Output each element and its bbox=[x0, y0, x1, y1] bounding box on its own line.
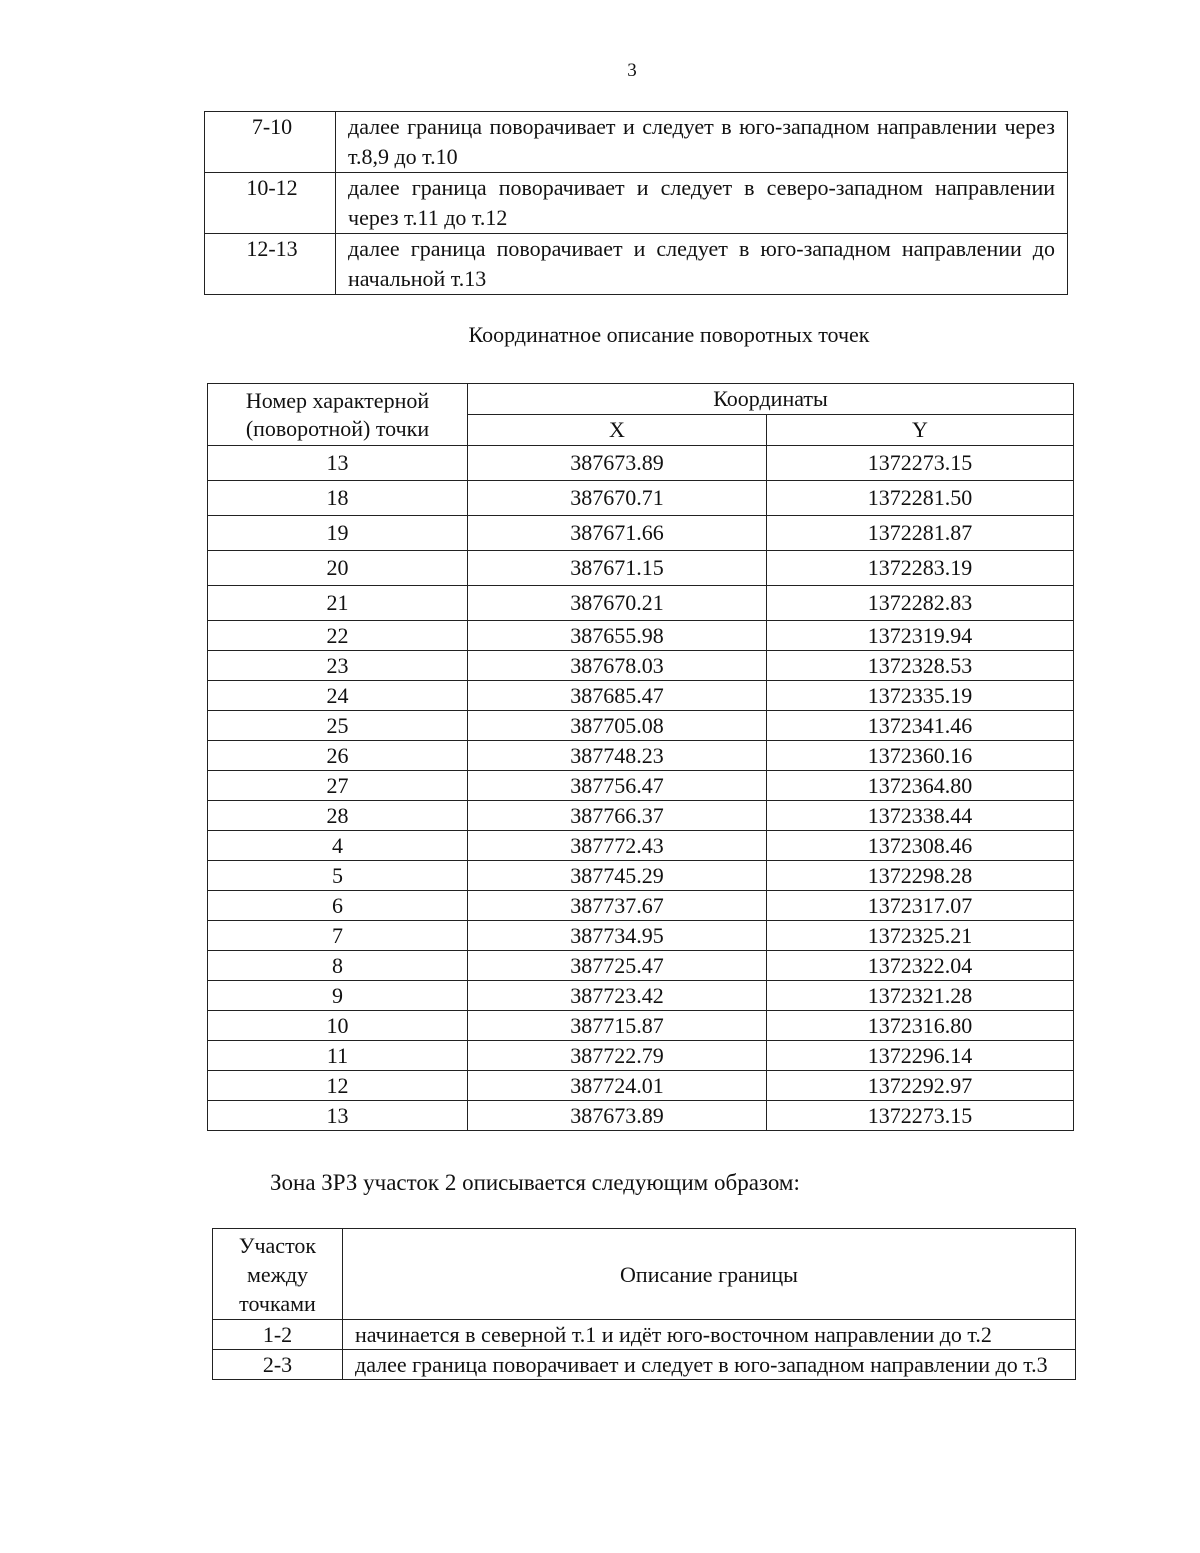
table-row bbox=[208, 801, 1074, 831]
x-coordinate-cell: 387673.89 bbox=[468, 446, 767, 481]
table-row bbox=[205, 112, 1068, 173]
y-coordinate-cell: 1372338.44 bbox=[767, 801, 1074, 831]
point-number-cell: 22 bbox=[208, 621, 468, 651]
description-cell: начинается в северной т.1 и идёт юго-восточном направлении до т.2 bbox=[343, 1320, 1076, 1350]
table-row bbox=[208, 681, 1074, 711]
table-row bbox=[205, 173, 1068, 234]
point-number-header bbox=[208, 384, 468, 446]
table-row bbox=[208, 551, 1074, 586]
table-row bbox=[208, 481, 1074, 516]
table-row bbox=[208, 1071, 1074, 1101]
segment-cell: 1-2 bbox=[213, 1320, 343, 1350]
segment-cell: 7-10 bbox=[205, 112, 336, 173]
x-coordinate-cell: 387705.08 bbox=[468, 711, 767, 741]
segment-cell: 10-12 bbox=[205, 173, 336, 234]
x-coordinate-cell: 387745.29 bbox=[468, 861, 767, 891]
point-number-cell: 6 bbox=[208, 891, 468, 921]
y-coordinate-cell: 1372298.28 bbox=[767, 861, 1074, 891]
y-header: Y bbox=[767, 415, 1074, 446]
y-coordinate-cell: 1372282.83 bbox=[767, 586, 1074, 621]
table-row bbox=[208, 831, 1074, 861]
x-coordinate-cell: 387722.79 bbox=[468, 1041, 767, 1071]
table-row bbox=[208, 1041, 1074, 1071]
point-number-cell: 8 bbox=[208, 951, 468, 981]
description-cell: далее граница поворачивает и следует в юго-западном направлении до т.3 bbox=[343, 1350, 1076, 1380]
table-row bbox=[208, 951, 1074, 981]
x-coordinate-cell: 387673.89 bbox=[468, 1101, 767, 1131]
x-coordinate-cell: 387766.37 bbox=[468, 801, 767, 831]
segment-header-line3: точками bbox=[239, 1290, 316, 1316]
y-coordinate-cell: 1372322.04 bbox=[767, 951, 1074, 981]
point-number-cell: 13 bbox=[208, 446, 468, 481]
point-number-cell: 18 bbox=[208, 481, 468, 516]
y-coordinate-cell: 1372328.53 bbox=[767, 651, 1074, 681]
point-number-cell: 7 bbox=[208, 921, 468, 951]
point-number-cell: 12 bbox=[208, 1071, 468, 1101]
description-cell: далее граница поворачивает и следует в юго-западном направлении до начальной т.13 bbox=[336, 234, 1068, 295]
table-row bbox=[208, 711, 1074, 741]
x-coordinate-cell: 387756.47 bbox=[468, 771, 767, 801]
header-row bbox=[213, 1229, 1076, 1320]
table-row bbox=[208, 741, 1074, 771]
table-row bbox=[208, 771, 1074, 801]
table-row bbox=[208, 651, 1074, 681]
point-number-cell: 28 bbox=[208, 801, 468, 831]
page-number: 3 bbox=[627, 60, 637, 81]
y-coordinate-cell: 1372273.15 bbox=[767, 1101, 1074, 1131]
point-number-cell: 13 bbox=[208, 1101, 468, 1131]
point-number-cell: 11 bbox=[208, 1041, 468, 1071]
y-coordinate-cell: 1372296.14 bbox=[767, 1041, 1074, 1071]
point-number-cell: 21 bbox=[208, 586, 468, 621]
segment-header-line2: между bbox=[246, 1261, 309, 1287]
point-number-cell: 20 bbox=[208, 551, 468, 586]
point-number-cell: 9 bbox=[208, 981, 468, 1011]
description-cell: далее граница поворачивает и следует в северо-западном направлении через т.11 до т.12 bbox=[336, 173, 1068, 234]
x-coordinate-cell: 387715.87 bbox=[468, 1011, 767, 1041]
point-number-cell: 26 bbox=[208, 741, 468, 771]
table-row bbox=[208, 1101, 1074, 1131]
table-row bbox=[208, 1011, 1074, 1041]
table-row bbox=[208, 981, 1074, 1011]
y-coordinate-cell: 1372317.07 bbox=[767, 891, 1074, 921]
point-number-cell: 5 bbox=[208, 861, 468, 891]
y-coordinate-cell: 1372273.15 bbox=[767, 446, 1074, 481]
segment-header bbox=[213, 1229, 343, 1320]
x-coordinate-cell: 387748.23 bbox=[468, 741, 767, 771]
table-row bbox=[208, 861, 1074, 891]
zone-heading: Зона ЗРЗ участок 2 описывается следующим образом: bbox=[270, 1170, 800, 1195]
point-number-cell: 24 bbox=[208, 681, 468, 711]
table-row bbox=[208, 516, 1074, 551]
x-coordinate-cell: 387724.01 bbox=[468, 1071, 767, 1101]
y-coordinate-cell: 1372321.28 bbox=[767, 981, 1074, 1011]
coordinates-header: Координаты bbox=[468, 384, 1074, 415]
table-row bbox=[208, 621, 1074, 651]
coords-heading: Координатное описание поворотных точек bbox=[468, 322, 870, 347]
table-row bbox=[205, 234, 1068, 295]
table-row bbox=[208, 891, 1074, 921]
boundary-table-continued bbox=[204, 111, 1068, 295]
x-coordinate-cell: 387725.47 bbox=[468, 951, 767, 981]
y-coordinate-cell: 1372316.80 bbox=[767, 1011, 1074, 1041]
y-coordinate-cell: 1372325.21 bbox=[767, 921, 1074, 951]
x-coordinate-cell: 387737.67 bbox=[468, 891, 767, 921]
x-coordinate-cell: 387670.71 bbox=[468, 481, 767, 516]
point-header-line1: Номер характерной bbox=[245, 387, 430, 413]
table-row bbox=[213, 1350, 1076, 1380]
segment-cell: 2-3 bbox=[213, 1350, 343, 1380]
x-coordinate-cell: 387723.42 bbox=[468, 981, 767, 1011]
y-coordinate-cell: 1372360.16 bbox=[767, 741, 1074, 771]
x-header: X bbox=[468, 415, 767, 446]
table-row bbox=[213, 1320, 1076, 1350]
y-coordinate-cell: 1372292.97 bbox=[767, 1071, 1074, 1101]
point-number-cell: 23 bbox=[208, 651, 468, 681]
y-coordinate-cell: 1372308.46 bbox=[767, 831, 1074, 861]
y-coordinate-cell: 1372283.19 bbox=[767, 551, 1074, 586]
x-coordinate-cell: 387655.98 bbox=[468, 621, 767, 651]
y-coordinate-cell: 1372364.80 bbox=[767, 771, 1074, 801]
point-number-cell: 4 bbox=[208, 831, 468, 861]
x-coordinate-cell: 387734.95 bbox=[468, 921, 767, 951]
y-coordinate-cell: 1372281.50 bbox=[767, 481, 1074, 516]
y-coordinate-cell: 1372281.87 bbox=[767, 516, 1074, 551]
description-cell: далее граница поворачивает и следует в юго-западном направлении через т.8,9 до т.10 bbox=[336, 112, 1068, 173]
x-coordinate-cell: 387685.47 bbox=[468, 681, 767, 711]
point-number-cell: 19 bbox=[208, 516, 468, 551]
x-coordinate-cell: 387670.21 bbox=[468, 586, 767, 621]
y-coordinate-cell: 1372319.94 bbox=[767, 621, 1074, 651]
x-coordinate-cell: 387772.43 bbox=[468, 831, 767, 861]
point-header-line2: (поворотной) точки bbox=[245, 415, 430, 441]
table-row bbox=[208, 446, 1074, 481]
x-coordinate-cell: 387671.66 bbox=[468, 516, 767, 551]
y-coordinate-cell: 1372341.46 bbox=[767, 711, 1074, 741]
segment-header-line1: Участок bbox=[238, 1232, 317, 1258]
x-coordinate-cell: 387671.15 bbox=[468, 551, 767, 586]
point-number-cell: 25 bbox=[208, 711, 468, 741]
x-coordinate-cell: 387678.03 bbox=[468, 651, 767, 681]
point-number-cell: 10 bbox=[208, 1011, 468, 1041]
table-row bbox=[208, 921, 1074, 951]
description-header: Описание границы bbox=[343, 1229, 1076, 1320]
header-row bbox=[208, 384, 1074, 415]
zone-boundary-table bbox=[212, 1228, 1076, 1380]
table-row bbox=[208, 586, 1074, 621]
coordinates-table bbox=[207, 383, 1074, 1131]
y-coordinate-cell: 1372335.19 bbox=[767, 681, 1074, 711]
segment-cell: 12-13 bbox=[205, 234, 336, 295]
point-number-cell: 27 bbox=[208, 771, 468, 801]
